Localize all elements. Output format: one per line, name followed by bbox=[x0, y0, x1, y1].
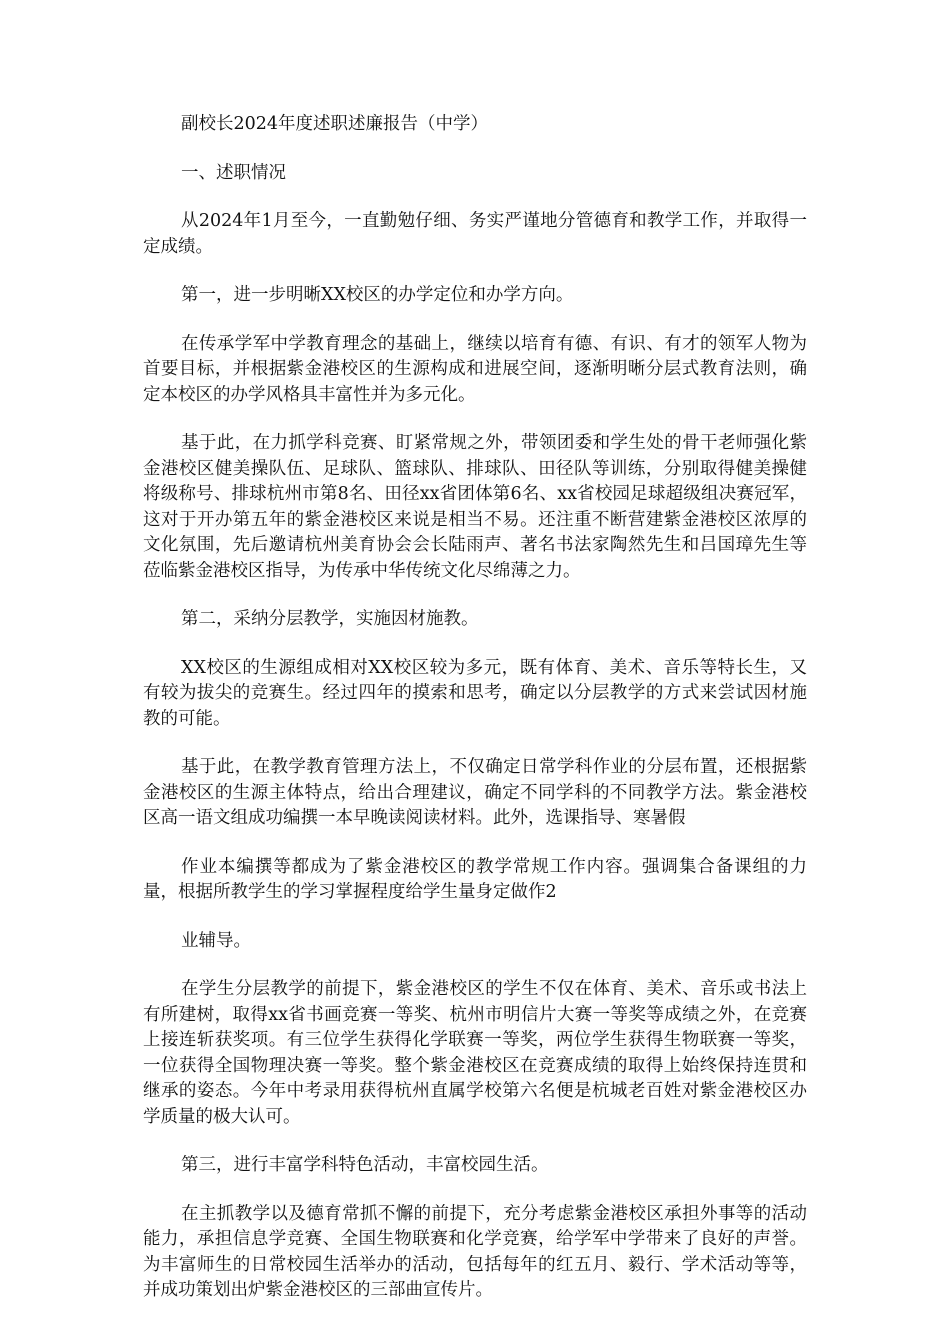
paragraph: 在主抓教学以及德育常抓不懈的前提下，充分考虑紫金港校区承担外事等的活动能力，承担信息学竞赛、全国生物联赛和化学竞赛，给学军中学带来了良好的声誉。为丰富师生的日常校园生活举办的活动，包括每年的红五月、毅行、学术活动等等，并成功策划出炉紫金港校区的三部曲宣传片。 bbox=[143, 1203, 807, 1300]
subheading-first: 第一，进一步明晰XX校区的办学定位和办学方向。 bbox=[181, 285, 574, 305]
paragraph: 基于此，在力抓学科竞赛、盯紧常规之外，带领团委和学生处的骨干老师强化紫金港校区健美操队伍、足球队、篮球队、排球队、田径队等训练，分别取得健美操健将级称号、排球杭州市第8名、田径xx省团体第6名、xx省校园足球超级组决赛冠军，这对于开办第五年的紫金港校区来说是相当不易。还注重不断营建紫金港校区浓厚的文化氛围，先后邀请杭州美育协会会长陆雨声、著名书法家陶然先生和吕国璋先生等莅临紫金港校区指导，为传承中华传统文化尽绵薄之力。 bbox=[143, 433, 807, 581]
paragraph: 作业本编撰等都成为了紫金港校区的教学常规工作内容。强调集合备课组的力量，根据所教学生的学习掌握程度给学生量身定做作2 bbox=[143, 856, 807, 902]
paragraph: 在传承学军中学教育理念的基础上，继续以培育有德、有识、有才的领军人物为首要目标，并根据紫金港校区的生源构成和进展空间，逐渐明晰分层式教育法则，确定本校区的办学风格具丰富性并为多元化。 bbox=[143, 333, 807, 405]
document-body bbox=[143, 112, 807, 1327]
subheading-second: 第二，采纳分层教学，实施因材施教。 bbox=[181, 609, 479, 629]
paragraph: XX校区的生源组成相对XX校区较为多元，既有体育、美术、音乐等特长生，又有较为拔尖的竞赛生。经过四年的摸索和思考，确定以分层教学的方式来尝试因材施教的可能。 bbox=[143, 657, 807, 729]
paragraph: 基于此，在教学教育管理方法上，不仅确定日常学科作业的分层布置，还根据紫金港校区的生源主体特点，给出合理建议，确定不同学科的不同教学方法。紫金港校区高一语文组成功编撰一本早晚读阅读材料。此外，选课指导、寒暑假 bbox=[143, 757, 807, 828]
paragraph: 在学生分层教学的前提下，紫金港校区的学生不仅在体育、美术、音乐或书法上有所建树，取得xx省书画竞赛一等奖、杭州市明信片大赛一等奖等成绩之外，在竞赛上接连斩获奖项。有三位学生获得化学联赛一等奖，两位学生获得生物联赛一等奖，一位获得全国物理决赛一等奖。整个紫金港校区在竞赛成绩的取得上始终保持连贯和继承的姿态。今年中考录用获得杭州直属学校第六名便是杭城老百姓对紫金港校区办学质量的极大认可。 bbox=[143, 979, 807, 1127]
document-title: 副校长2024年度述职述廉报告（中学） bbox=[181, 114, 489, 134]
paragraph: 从2024年1月至今，一直勤勉仔细、务实严谨地分管德育和教学工作，并取得一定成绩。 bbox=[143, 211, 807, 257]
paragraph: 业辅导。 bbox=[181, 930, 251, 951]
section-heading-duty-report: 一、述职情况 bbox=[181, 162, 286, 183]
subheading-third: 第三，进行丰富学科特色活动，丰富校园生活。 bbox=[181, 1155, 549, 1175]
